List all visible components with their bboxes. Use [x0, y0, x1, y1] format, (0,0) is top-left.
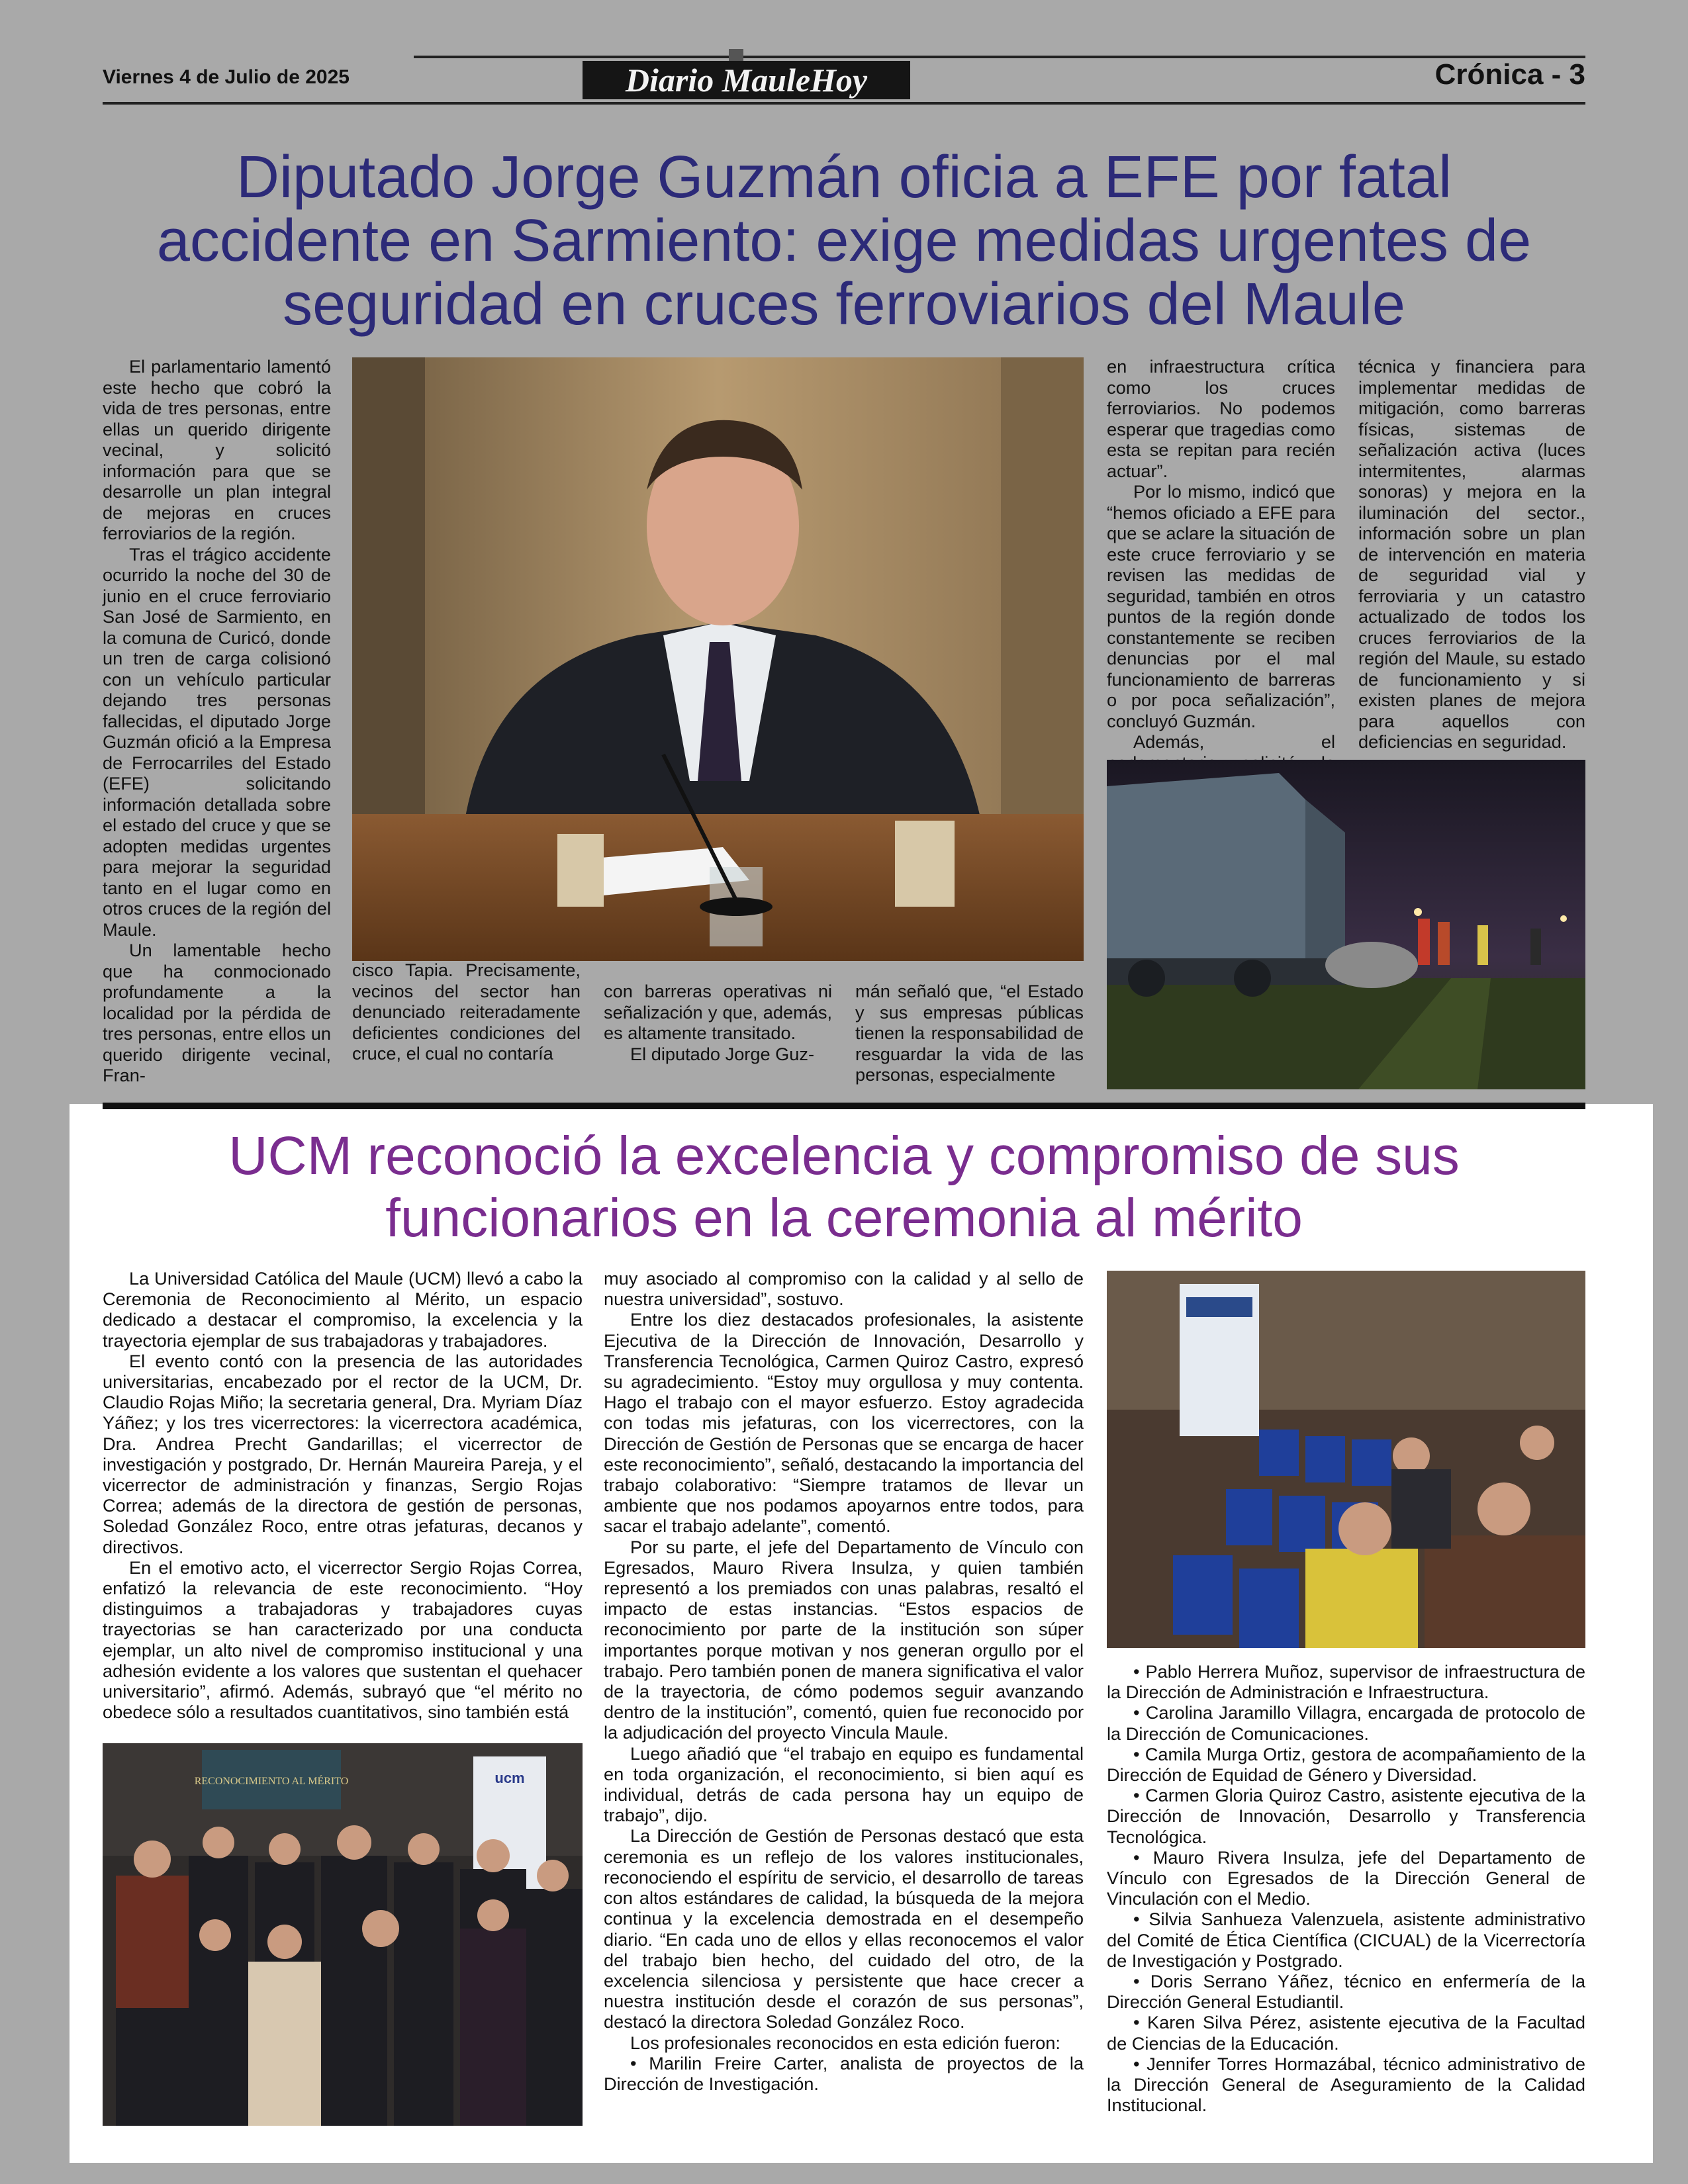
article1-column-3: [604, 981, 832, 1064]
article1-column-2: [352, 960, 581, 1064]
article1-column-1: [103, 356, 331, 1086]
header-rule-bottom: [103, 102, 1585, 105]
ucm-banner-logo: ucm: [494, 1770, 525, 1786]
header-rule-top: [414, 56, 1585, 58]
article1-paragraph: con barreras operativas ni señalización y que, además, es altamente transitado.: [604, 981, 832, 1043]
article1-column-6: [1358, 356, 1585, 752]
article1-paragraph: técnica y financiera para implementar medidas de mitigación, como barreras físicas, sistemas de señalización activa (luces intermitentes, alarmas sonoras) y mejora en la iluminación del sector., información sobre un plan de intervención en materia de seguridad vial y ferroviaria y un catastro actualizado de todos los cruces ferroviarios de la región del Maule, su estado de funcionamiento y si existen planes de mejora para aquellos con deficiencias en seguridad.: [1358, 356, 1585, 752]
article2-column-2: [604, 1268, 1084, 2094]
auditorium-audience-photo: [1107, 1271, 1585, 1648]
article1-paragraph: Además, el: [1133, 731, 1335, 752]
article2-paragraph: Luego añadió que “el trabajo en equipo es fundamental en toda organización, el reconocimiento, si bien aquí es individual, detrás de cada persona hay un equipo de trabajo”, dijo.: [604, 1743, 1084, 1826]
article1-column-5: [1107, 356, 1335, 794]
article2-paragraph: Por su parte, el jefe del Departamento de Vínculo con Egresados, Mauro Rivera Insulza, y quien también representó a los premiados con unas palabras, resaltó el impacto de estas instancias. “Estos espacios de reconocimiento por parte de la institución son súper importantes porque motivan y nos generan orgullo por el trabajo. Pero también ponen de manera significativa el valor de la trayectoria, de cómo podemos seguir avanzando dentro de la institución”, comentó, quien fue reconocido por la adjudicación del proyecto Vincula Maule.: [604, 1536, 1084, 1743]
honoree-list-item: • Mauro Rivera Insulza, jefe del Departamento de Vínculo con Egresados de la Dirección General de Vinculación con el Medio.: [1107, 1846, 1585, 1909]
issue-date: Viernes 4 de Julio de 2025: [103, 66, 350, 88]
honoree-list-item: • Carolina Jaramillo Villagra, encargada de protocolo de la Dirección de Comunicaciones.: [1107, 1702, 1585, 1744]
article2-paragraph: La Universidad Católica del Maule (UCM) llevó a cabo la Ceremonia de Reconocimiento al Mérito, un espacio dedicado a destacar el compromiso, la excelencia y la trayectoria ejemplar de sus trabajadoras y trabajadores.: [103, 1268, 583, 1351]
section-page-label: Crónica - 3: [1434, 58, 1585, 91]
article2-paragraph: Los profesionales reconocidos en esta edición fueron:: [630, 2032, 1060, 2053]
article1-headline: Diputado Jorge Guzmán oficia a EFE por fatal accidente en Sarmiento: exige medidas urgentes de seguridad en cruces ferroviarios del Maule: [156, 144, 1532, 338]
honoree-list-item: • Pablo Herrera Muñoz, supervisor de infraestructura de la Dirección de Administración e Infraestructura.: [1107, 1661, 1585, 1703]
article1-paragraph: cisco Tapia. Precisamente, vecinos del sector han denunciado reiteradamente deficientes condiciones del cruce, el cual no contaría: [352, 960, 581, 1064]
newspaper-logo: Diario MauleHoy: [583, 61, 910, 99]
article2-paragraph: En el emotivo acto, el vicerrector Sergio Rojas Correa, enfatizó la relevancia de este reconocimiento. “Hoy distinguimos a trabajadoras y trabajadores cuyas trayectorias se han caracterizado por una conducta ejemplar, un alto nivel de compromiso institucional y una adhesión evidente a los valores que sustentan el quehacer universitario”, afirmó. Además, subrayó que “el mérito no obedece sólo a resultados cuantitativos, sino también está: [103, 1557, 583, 1723]
deputy-photo: [352, 357, 1084, 961]
article1-paragraph: Un lamentable hecho que ha conmocionado profundamente a la localidad por la pérdida de tres personas, entre ellos un querido dirigente vecinal, Fran-: [103, 940, 331, 1085]
article2-headline: UCM reconoció la excelencia y compromiso de sus funcionarios en la ceremonia al mérito: [228, 1126, 1460, 1248]
article1-column-4: [855, 981, 1084, 1085]
article1-paragraph: mán señaló que, “el Estado y sus empresas públicas tienen la responsabilidad de resguardar la vida de las personas, especialmente: [855, 981, 1084, 1085]
train-accident-photo: [1107, 760, 1585, 1089]
ceremony-group-photo: [103, 1743, 583, 2126]
honoree-list-item: • Jennifer Torres Hormazábal, técnico administrativo de la Dirección General de Aseguramiento de la Calidad Institucional.: [1107, 2053, 1585, 2116]
honoree-list-item: • Doris Serrano Yáñez, técnico en enfermería de la Dirección General Estudiantil.: [1107, 1971, 1585, 2013]
honoree-list-item: • Carmen Gloria Quiroz Castro, asistente ejecutiva de la Dirección de Innovación, Desarrollo y Transferencia Tecnológica.: [1107, 1785, 1585, 1847]
honoree-list-item: • Karen Silva Pérez, asistente ejecutiva de la Facultad de Ciencias de la Educación.: [1107, 2012, 1585, 2054]
ceremony-banner-text: RECONOCIMIENTO AL MÉRITO: [194, 1776, 349, 1787]
article1-paragraph: El parlamentario lamentó este hecho que cobró la vida de tres personas, entre ellas un querido dirigente vecinal, y solicitó información para que se desarrolle un plan integral de mejoras en cruces ferroviarios de la región.: [103, 356, 331, 543]
honoree-list-item: • Silvia Sanhueza Valenzuela, asistente administrativo del Comité de Ética Científica (CICUAL) de la Vicerrectoría de Investigación y Postgrado.: [1107, 1909, 1585, 1971]
article2-paragraph: muy asociado al compromiso con la calidad y al sello de nuestra universidad”, sostuvo.: [604, 1268, 1084, 1310]
article2-paragraph: El evento contó con la presencia de las autoridades universitarias, encabezado por el rector de la UCM, Dr. Claudio Rojas Miño; la secretaria general, Dra. Myriam Díaz Yáñez; y los tres vicerrectores: la vicerrectora académica, Dra. Andrea Precht Gandarillas; el vicerrector de investigación y postgrado, Dr. Hernán Maureira Pareja, y el vicerrector de administración y finanzas, Sergio Rojas Correa; además de la directora de gestión de personas, Soledad González Roco, entre otras jefaturas, decanos y directivos.: [103, 1350, 583, 1557]
article2-paragraph: Entre los diez destacados profesionales, la asistente Ejecutiva de la Dirección de Innovación, Desarrollo y Transferencia Tecnológica, Carmen Quiroz Castro, expresó su agradecimiento. “Estoy muy orgullosa y muy contenta. Hago el trabajo con el mayor esfuerzo. Estoy agradecida con todas mis jefaturas, con los vicerrectores, con la Dirección de Gestión de Personas que se encarga de hacer este reconocimiento”, señaló, destacando la importancia del trabajo colaborativo: “Siempre tratamos de llevar un ambiente que nos podamos apoyarnos entre todos, para sacar el trabajo adelante”, comentó.: [604, 1309, 1084, 1537]
section-divider: [103, 1103, 1585, 1109]
article1-paragraph: Por lo mismo, indicó que “hemos oficiado a EFE para que se aclare la situación de este cruce ferroviario y se revisen las medidas de seguridad, también en otros puntos de la región donde constantemente se reciben denuncias por el mal funcionamiento de barreras o por poca señalización”, concluyó Guzmán.: [1107, 481, 1335, 731]
article1-paragraph: El diputado Jorge Guz-: [630, 1043, 815, 1064]
article1-paragraph: en infraestructura crítica como los cruces ferroviarios. No podemos esperar que tragedias como esta se repitan para recién actuar”.: [1107, 356, 1335, 481]
article1-paragraph: Tras el trágico accidente ocurrido la noche del 30 de junio en el cruce ferroviario San José de Sarmiento, en la comuna de Curicó, donde un tren de carga colisionó con un vehículo particular dejando tres personas fallecidas, el diputado Jorge Guzmán ofició a la Empresa de Ferrocarriles del Estado (EFE) solicitando información detallada sobre el estado del cruce y que se adopten medidas urgentes para mejorar la seguridad tanto en el lugar como en otros cruces de la región del Maule.: [103, 543, 331, 940]
article2-column-1: [103, 1268, 583, 1722]
honoree-list-item: • Marilin Freire Carter, analista de proyectos de la Dirección de Investigación.: [604, 2052, 1084, 2094]
honoree-list-item: • Camila Murga Ortiz, gestora de acompañamiento de la Dirección de Equidad de Género y Diversidad.: [1107, 1743, 1585, 1786]
article2-paragraph: La Dirección de Gestión de Personas destacó que esta ceremonia es un reflejo de los valores institucionales, reconociendo el espíritu de servicio, el desarrollo de tareas con altos estándares de calidad, la búsqueda de la mejora continua y la excelencia demostrada en el desempeño diario. “En cada uno de ellos y ellas reconocemos el valor del trabajo bien hecho, del cuidado del otro, de la excelencia silenciosa y persistente que hace crecer a nuestra institución desde el corazón de sus personas”, destacó la directora Soledad González Roco.: [604, 1825, 1084, 2032]
logo-tab-decoration: [729, 49, 743, 62]
article2-column-3: [1107, 1661, 1585, 2115]
